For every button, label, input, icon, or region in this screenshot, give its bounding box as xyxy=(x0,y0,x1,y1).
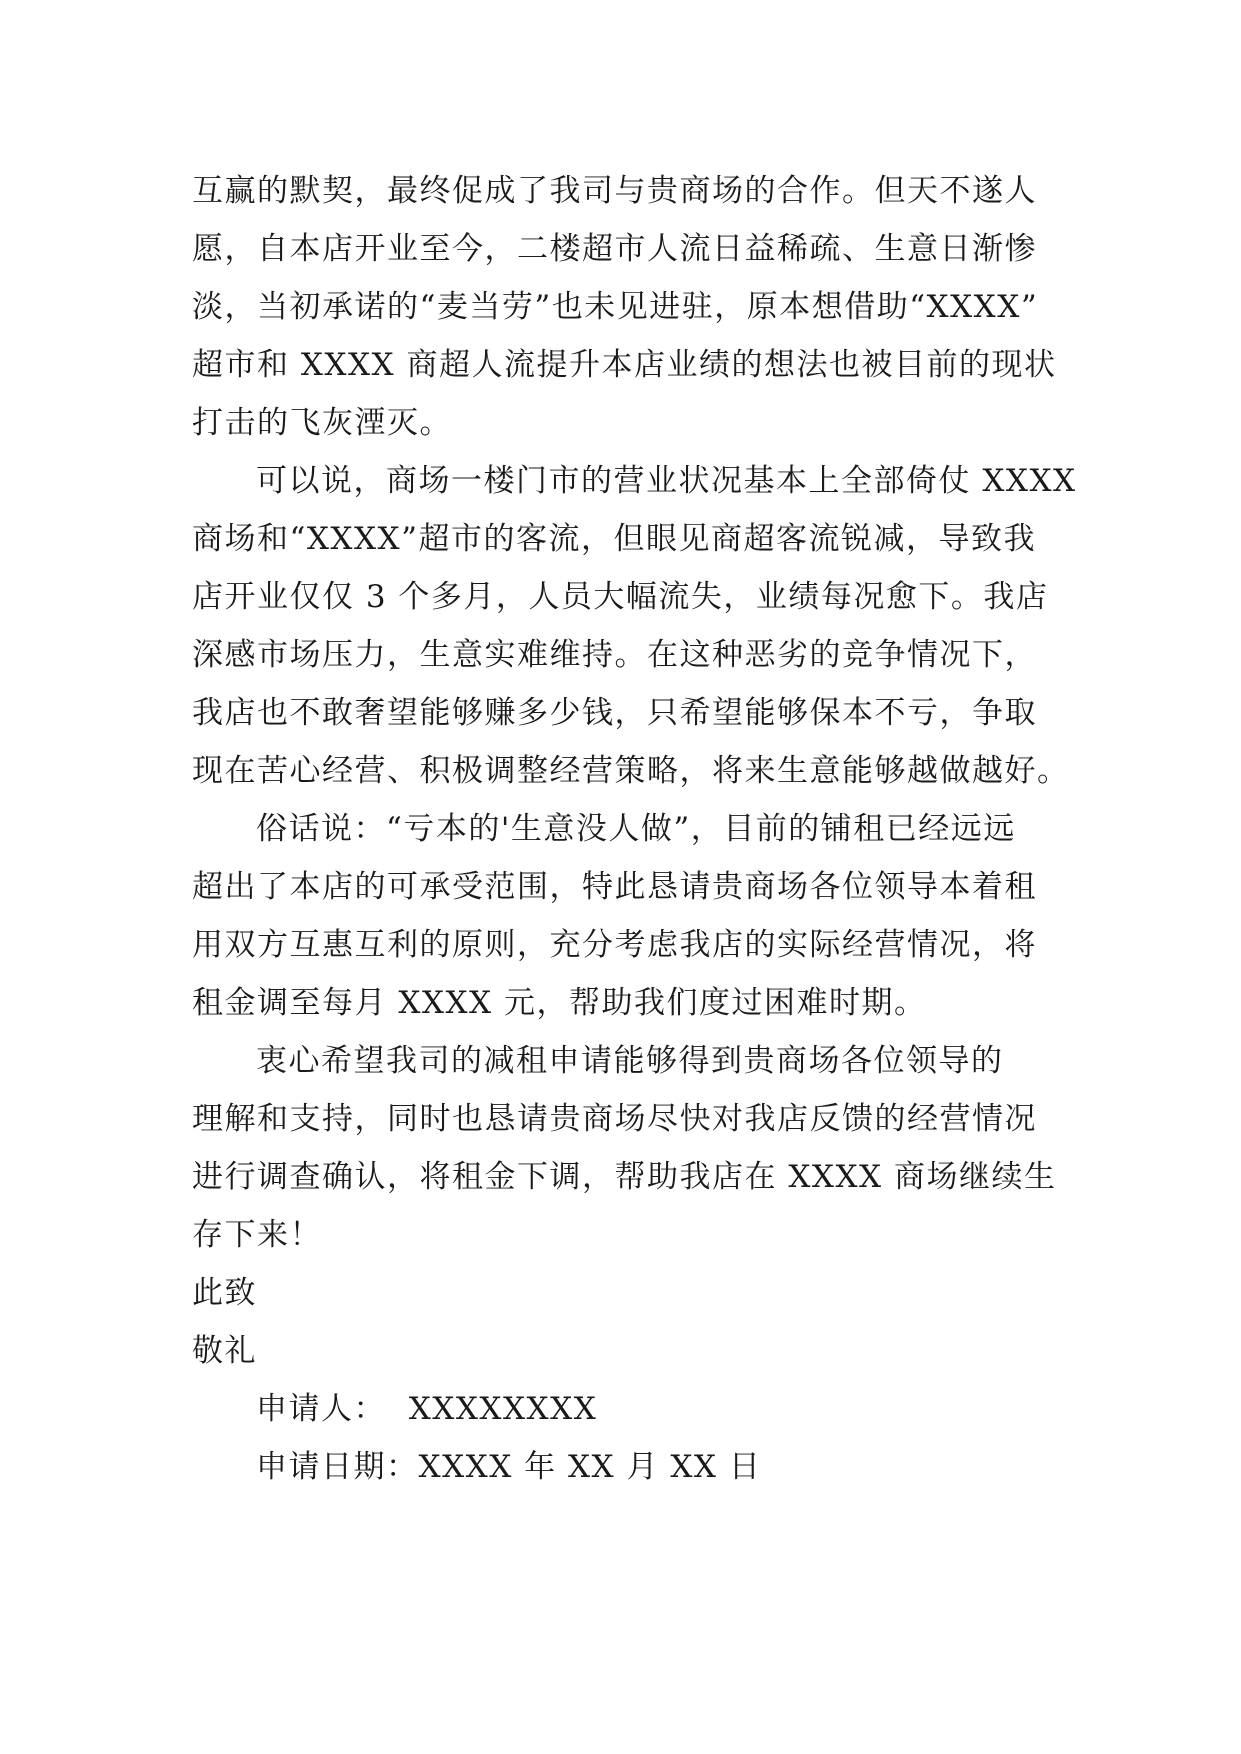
paragraph-start-line: 俗话说：“亏本的'生意没人做”，目前的铺租已经远远 xyxy=(256,811,1016,847)
text-line: 商场和“XXXX”超市的客流，但眼见商超客流锐减，导致我 xyxy=(192,521,1036,557)
applicant-line: 申请人： XXXXXXXX xyxy=(256,1391,598,1427)
text-line: 用双方互惠互利的原则，充分考虑我店的实际经营情况，将 xyxy=(192,927,1037,963)
paragraph-start-line: 衷心希望我司的减租申请能够得到贵商场各位领导的 xyxy=(256,1043,1004,1079)
text-line: 存下来！ xyxy=(192,1217,322,1253)
text-line: 超出了本店的可承受范围，特此恳请贵商场各位领导本着租 xyxy=(192,869,1037,905)
text-line: 我店也不敢奢望能够赚多少钱，只希望能够保本不亏，争取 xyxy=(192,695,1037,731)
paragraph-start-line: 可以说，商场一楼门市的营业状况基本上全部倚仗 XXXX xyxy=(256,463,1077,499)
closing-salutation: 此致 xyxy=(192,1275,257,1311)
text-line: 淡，当初承诺的“麦当劳”也未见进驻，原本想借助“XXXX” xyxy=(192,289,1039,325)
letter-body xyxy=(192,162,1077,1496)
text-line: 租金调至每月 XXXX 元，帮助我们度过困难时期。 xyxy=(192,985,927,1021)
text-line: 进行调查确认，将租金下调，帮助我店在 XXXX 商场继续生 xyxy=(192,1159,1057,1195)
text-line: 深感市场压力，生意实难维持。在这种恶劣的竞争情况下， xyxy=(192,637,1037,673)
text-line: 店开业仅仅 3 个多月，人员大幅流失，业绩每况愈下。我店 xyxy=(192,579,1049,615)
closing-regards: 敬礼 xyxy=(192,1333,257,1369)
text-line: 打击的飞灰湮灭。 xyxy=(192,405,452,441)
text-line: 互赢的默契，最终促成了我司与贵商场的合作。但天不遂人 xyxy=(192,173,1037,209)
application-date-line: 申请日期：XXXX 年 XX 月 XX 日 xyxy=(256,1449,762,1485)
text-line: 超市和 XXXX 商超人流提升本店业绩的想法也被目前的现状 xyxy=(192,347,1057,383)
text-line: 理解和支持，同时也恳请贵商场尽快对我店反馈的经营情况 xyxy=(192,1101,1037,1137)
text-line: 现在苦心经营、积极调整经营策略，将来生意能够越做越好。 xyxy=(192,753,1070,789)
text-line: 愿，自本店开业至今，二楼超市人流日益稀疏、生意日渐惨 xyxy=(192,231,1037,267)
